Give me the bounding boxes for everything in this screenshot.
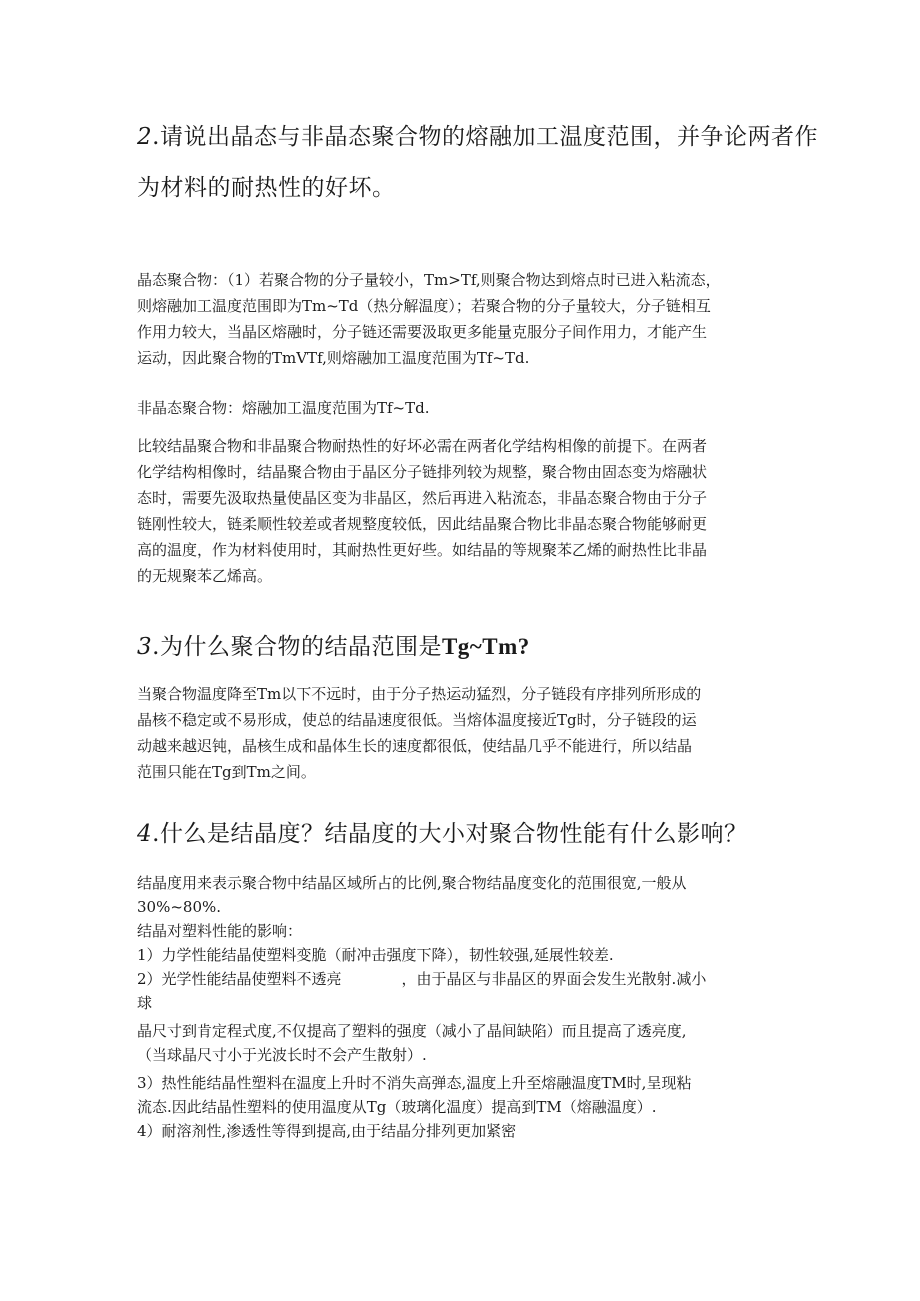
text-line: 结晶对塑料性能的影响： [137,922,303,940]
text-line: 流态.因此结晶性塑料的使用温度从Tg（玻璃化温度）提高到TM（熔融温度）. [137,1098,657,1116]
text-line: 态时，需要先汲取热量使晶区变为非晶区，然后再进入粘流态，非晶态聚合物由于分子 [137,489,708,507]
text-line: 1）力学性能结晶使塑料变脆（耐冲击强度下降），韧性较强,延展性较差. [137,946,614,964]
text-line: 动越来越迟钝，晶核生成和晶体生长的速度都很低，使结晶几乎不能进行，所以结晶 [137,737,693,755]
q3-heading [137,628,530,661]
text-line: 结晶度用来表示聚合物中结晶区域所占的比例,聚合物结晶度变化的范围很宽,一般从 [137,874,687,892]
text-line: 比较结晶聚合物和非晶聚合物耐热性的好坏必需在两者化学结构相像的前提下。在两者 [137,437,708,455]
text-line: 非晶态聚合物：熔融加工温度范围为Tf~Td. [137,399,430,417]
q2-title-line1: .请说出晶态与非晶态聚合物的熔融加工温度范围，并争论两者作 [152,124,818,150]
q4-answer-paragraph [137,870,787,1142]
q3-title-bold: Tg~Tm? [441,634,530,659]
text-line: 化学结构相像时，结晶聚合物由于晶区分子链排列较为规整，聚合物由固态变为熔融状 [137,463,708,481]
text-line: 范围只能在Tg到Tm之间。 [137,763,316,781]
text-line: 晶态聚合物：（1）若聚合物的分子量较小，Tm>Tf,则聚合物达到熔点时已进入粘流态， [137,271,721,289]
text-line: 30%~80%. [137,898,222,916]
q4-title: .什么是结晶度？结晶度的大小对聚合物性能有什么影响？ [152,821,748,847]
text-line: 晶核不稳定或不易形成，使总的结晶速度很低。当熔体温度接近Tg时，分子链段的运 [137,711,697,729]
q2-number: 2 [137,124,153,150]
q2-heading [137,118,818,151]
q4-heading [137,815,747,848]
text-line: 的无规聚苯乙烯高。 [137,567,273,585]
text-line: 晶尺寸到肯定程式度,不仅提高了塑料的强度（减小了晶间缺陷）而且提高了透亮度, [137,1022,687,1040]
q2-title-line2: 为材料的耐热性的好坏。 [137,175,396,201]
q2-amorphous-paragraph [137,395,787,421]
text-line: 4）耐溶剂性,渗透性等得到提高,由于结晶分排列更加紧密 [137,1122,517,1140]
text-line: （当球晶尺寸小于光波长时不会产生散射）. [137,1046,427,1064]
text-line: 3）热性能结晶性塑料在温度上升时不消失高弹态,温度上升至熔融温度TM时,呈现粘 [137,1074,692,1092]
text-line: 则熔融加工温度范围即为Tm~Td（热分解温度）；若聚合物的分子量较大，分子链相互 [137,297,711,315]
q3-number: 3 [137,634,153,660]
q3-answer-paragraph [137,681,787,785]
text-line: 作用力较大，当晶区熔融时，分子链还需要汲取更多能量克服分子间作用力，才能产生 [137,323,708,341]
q2-comparison-paragraph [137,433,787,589]
q2-heading-line2 [137,169,396,202]
text-line: 当聚合物温度降至Tm以下不远时，由于分子热运动猛烈，分子链段有序排列所形成的 [137,685,702,703]
text-line: 链刚性较大，链柔顺性较差或者规整度较低，因此结晶聚合物比非晶态聚合物能够耐更 [137,515,708,533]
text-line: 2）光学性能结晶使塑料不透亮 ，由于晶区与非晶区的界面会发生光散射.减小 [137,970,707,988]
q2-crystalline-paragraph [137,267,787,371]
text-line: 高的温度，作为材料使用时，其耐热性更好些。如结晶的等规聚苯乙烯的耐热性比非晶 [137,541,708,559]
q3-title: .为什么聚合物的结晶范围是 [152,634,442,660]
text-line: 运动，因此聚合物的TmVTf,则熔融加工温度范围为Tf~Td. [137,349,530,367]
text-line: 球 [137,994,153,1012]
q4-number: 4 [137,821,153,847]
